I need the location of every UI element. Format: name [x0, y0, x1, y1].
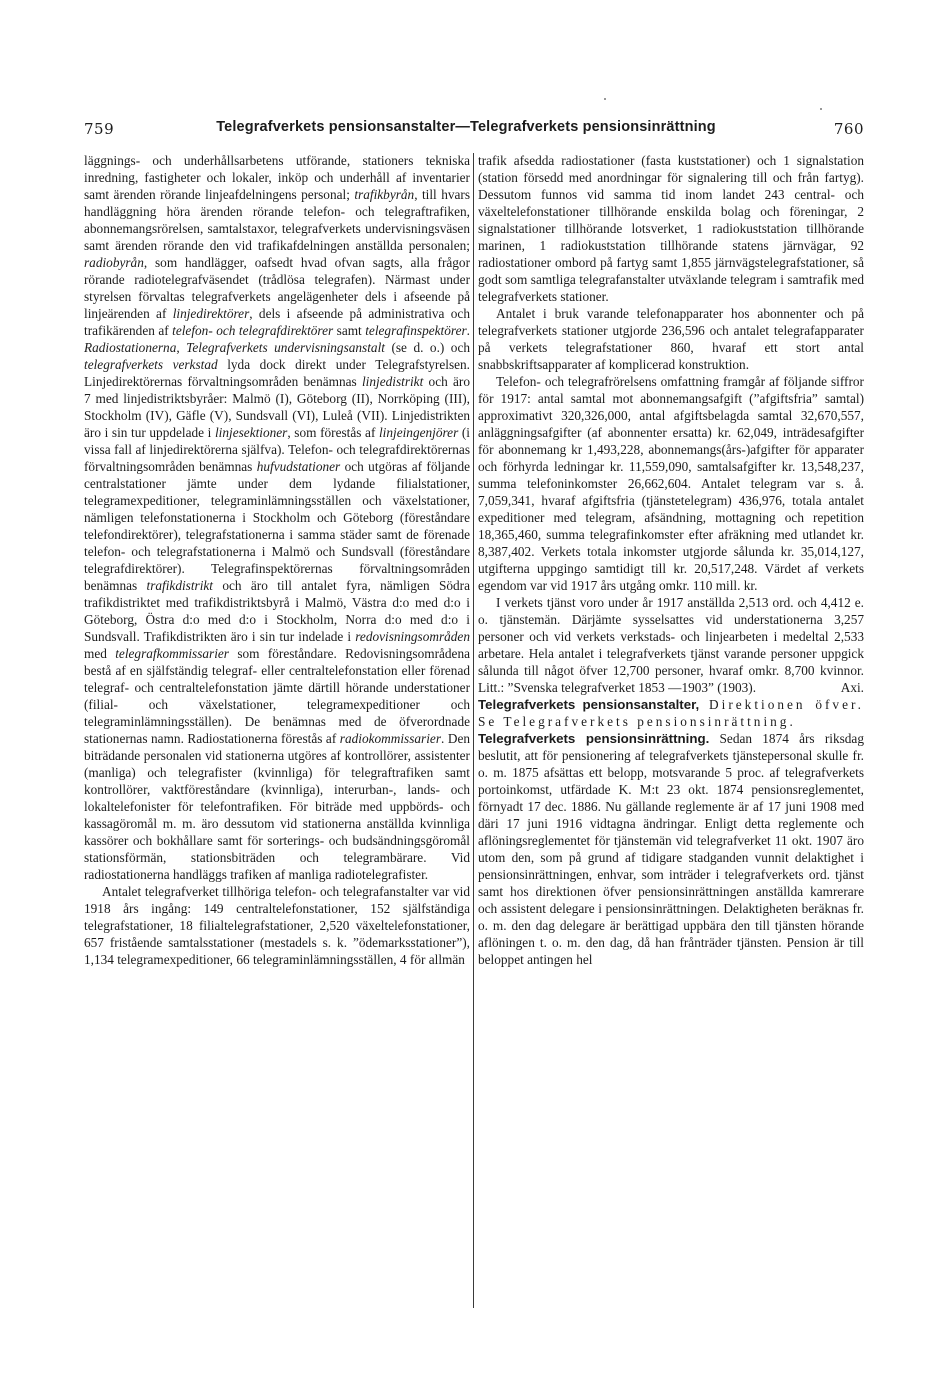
print-speck [820, 108, 822, 110]
right-column [478, 152, 864, 968]
author-signature: Axi. [840, 680, 864, 695]
right-paragraph-radio: trafik afsedda radiostationer (fasta kuststationer) och 1 signalstation (station försedd med anordningar för signalering till och från fartyg). Dessutom funnos vid samma tid inom landet 243 central- och växeltelefonstationer tillhörande enskilda bolag och föreningar, 2 signalstationer tillhörande lotsverket, 1 radiokuststation tillhörande marinen, 1 radiokuststation tillhörande statens järnvägar, 92 radiostationer ombord på fartyg samt 1,855 järnvägstelegrafstationer, så godt som samtliga telegrafanstalter utväxlande telegram i samtrafik med telegrafverkets stationer. [478, 153, 864, 304]
print-speck [604, 98, 606, 100]
left-paragraph-stations: Antalet telegrafverket tillhöriga telefon- och telegrafanstalter var vid 1918 års ingång: 149 centraltelefonstationer, 152 själfständiga telegrafstationer, 18 filialtelegrafstationer, 2,520 växeltelefonstationer, 657 fristående samtalsstationer (mestadels s. k. ”ödemarksstationer”), 1,134 telegramexpeditioner, 66 telegraminlämningsställen, 4 för allmän [84, 884, 470, 967]
entry-heading: Telegrafverkets pensionsinrättning. [478, 731, 710, 746]
right-paragraph-statistics: Telefon- och telegrafrörelsens omfattning framgår af följande siffror för 1917: antal samtal mot abonnemangsafgift (”afgiftsfria” samtal) approximativt 320,326,000, antal afgiftsbelagda samtal 32,670,557, anläggningsafgifter (af abonnenter ersatta) kr. 62,049, inträdesafgifter för abonnemang kr 1,493,228, abonnemangs(års-)afgifter för apparater och förhyrda ledningar kr. 11,559,090, samtalsafgifter kr. 13,548,237, summa telefoninkomster 26,662,604. Antalet telegram var s. å. 7,059,341, hvaraf afgiftsfria (tjänstetelegram) 436,976, totala antalet expeditioner med telegram, afsändning, mottagning och repetition 18,365,460, summa telegrafinkomster efter afräkning med utlandet kr. 8,387,402. Verkets totala inkomster utgjorde sålunda kr. 35,014,127, utgifterna uppgingo samtidigt till kr. 20,517,248. Värdet af verkets egendom var vid 1917 års utgång omkr. 110 mill. kr. [478, 374, 864, 593]
page-number-left: 759 [84, 120, 115, 138]
entry-pensionsanstalter: Telegrafverkets pensionsanstalter, Direktionen öfver. Se Telegrafverkets pensionsinrättning. [478, 697, 864, 729]
left-paragraph-organisation: läggnings- och underhållsarbetens utförande, stationers tekniska inredning, fastigheter och lokaler, inköp och underhåll af inventarier samt ärenden rörande linjeafdelningens personal; trafikbyrån, till hvars handläggning höra ärenden rörande telefon- och telegraftrafiken, abonnemangsrörelsen, samtalstaxor, telegrafverkets undervisningsväsen samt ärenden rörande den vid trafikafdelningen anställda personalen; radiobyrån, som handlägger, oafsedt hvad ofvan sagts, alla frågor rörande radiotelegrafväsendet (trådlösa telegrafen). Närmast under styrelsen förvaltas telegrafverkets angelägenheter dels i afseende på linjeärenden af linjedirektörer, dels i afseende på administrativa och trafikärenden af telefon- och telegrafdirektörer samt telegrafinspektörer. Radiostationerna, Telegrafverkets undervisningsanstalt (se d. o.) och telegrafverkets verkstad lyda dock direkt under Telegrafstyrelsen. Linjedirektörernas förvaltningsområden benämnas linjedistrikt och äro 7 med linjedistriktsbyråer: Malmö (I), Göteborg (II), Norrköping (III), Stockholm (IV), Gäfle (V), Sundsvall (VI), Luleå (VII). Linjedistrikten äro i sin tur uppdelade i linjesektioner, som förestås af linjeingenjörer (i vissa fall af linjedirektörerna själfva). Telefon- och telegrafdirektörernas förvaltningsområden benämnas hufvudstationer och utgöras af följande centralstationer jämte under dem lydande filialstationer, telegramexpeditioner, telegraminlämningsställen och växelstationer, nämligen telefonstationerna i Stockholm och Göteborg (föreståndare telefondirektörer), telegrafstationerna i samma städer samt de förenade telefon- och telegrafstationerna i Malmö och Sundsvall (föreståndare telegrafdirektörer). Telegrafinspektörernas förvaltningsområden benämnas trafikdistrikt och äro till antalet fyra, nämligen Södra trafikdistriktet med trafikdistriktsbyrå i Malmö, Västra d:o med d:o i Göteborg, Östra d:o med d:o i Stockholm, Norra d:o med d:o i Sundsvall. Trafikdistrikten äro i sin tur indelade i redovisningsområden med telegrafkommissarier som föreståndare. Redovisningsområdena bestå af en själfständig telegraf- eller centraltelefonstation eller förenad telegraf- och centraltelefonstation jämte därtill hörande understationer (filial- och växelstationer, telegramexpeditioner och telegraminlämningsställen). De benämnas med de öfverordnade stationernas namn. Radiostationerna förestås af radiokommissarier. Den biträdande personalen vid stationerna utgöres af kontrollörer, assistenter (manliga) och telegrafister (kvinnliga) för telegraftrafiken samt kontrollörer, vaktföreståndare (kvinnliga), interurban-, lands- och lokaltelefonister för telefontrafiken. För biträde med uppbörds- och kassagöromål m. m. äro dessutom vid stationerna anställda kvinnliga kassörer och bokhållare samt för sorterings- och budsändningsgöromål stationsförmän, stationsbiträden och telegrambärare. Vid radiostationerna handläggs trafiken af manliga radiotelegrafister. [84, 153, 471, 882]
column-divider [473, 153, 474, 1308]
running-head: Telegrafverkets pensionsanstalter—Telegrafverkets pensionsinrättning [216, 119, 716, 135]
left-column [84, 152, 470, 968]
entry-pensionsinrattning: Telegrafverkets pensionsinrättning. Sedan 1874 års riksdag beslutit, att för pensionering af telegrafverkets tjänstepersonal skulle fr. o. m. 1875 afsättas ett belopp, motsvarande 5 proc. af telegrafverkets portoinkomst, utfärdade K. M:t 23 okt. 1874 pensionsreglementet, förnyadt 17 dec. 1886. Nu gällande reglemente är af 17 juni 1908 med däri 17 juni 1916 vidtagna ändringar. Enligt detta reglemente och aflöningsreglementet för tjänstemän vid telegrafverket 11 okt. 1907 äro utom den, som på grund af tidigare stadganden vunnit delaktighet i pensionsinrättningen, enhvar, som inträder i telegrafverkets ord. tjänst samt hos direktionen öfver pensionsinrättningen anställda kamrerare och assistent delegare i pensionsinrättningen. Delaktigheten beräknas fr. o. m. den dag delegare är berättigad uppbära den till tjänsten hörande aflöningen t. o. m. den dag, då han frånträder tjänsten. Pension är till beloppet antingen hel [478, 731, 864, 967]
right-paragraph-personnel: I verkets tjänst voro under år 1917 anställda 2,513 ord. och 4,412 e. o. tjänstemän. Därjämte sysselsattes vid understationerna 3,257 personer och vid verkets verkstads- och linjearbeten i medeltal 2,533 arbetare. Hela antalet i telegrafverkets tjänst varande personer uppgick sålunda till något öfver 12,700 personer, hvaraf omkr. 8,700 kvinnor. Litt.: ”Svenska telegrafverket 1853 —1903” (1903). Axi. [478, 595, 864, 695]
page-number-right: 760 [833, 120, 864, 138]
entry-heading: Telegrafverkets pensionsanstalter, [478, 697, 700, 712]
right-paragraph-apparatus: Antalet i bruk varande telefonapparater hos abonnenter och på telegrafverkets stationer utgjorde 236,596 och antalet telegrafapparater på verkets telegrafstationer 860, hvaraf ett stort antal snabbskriftsapparater af komplicerad konstruktion. [478, 306, 864, 372]
